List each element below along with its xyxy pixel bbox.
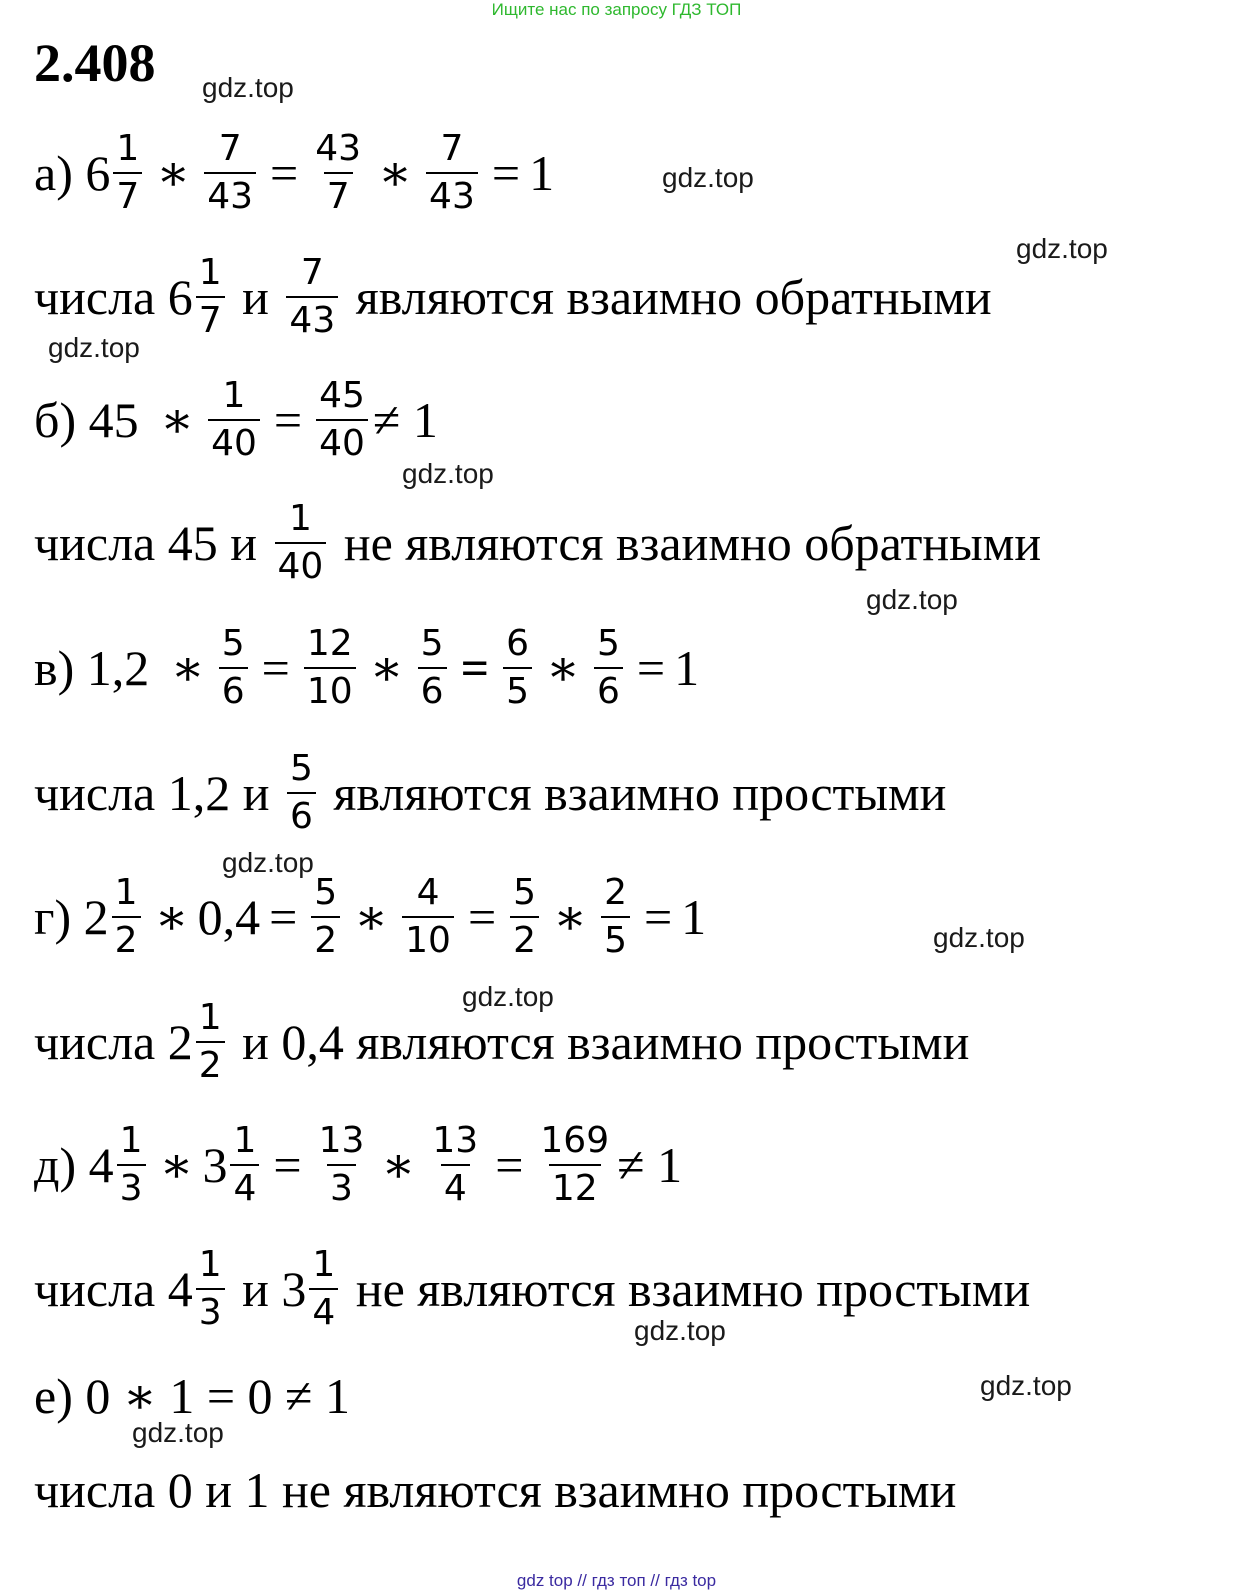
fraction: $\frac{5}{6}$ — [418, 624, 447, 713]
multiply-sign: ∗ — [545, 640, 580, 696]
mixed-number: 2 $\frac{1}{2}$ — [168, 998, 230, 1087]
mixed-number: 4 $\frac{1}{3}$ — [89, 1121, 151, 1210]
multiply-sign: ∗ — [170, 640, 205, 696]
equals-sign: = — [467, 889, 497, 945]
multiply-sign: ∗ — [369, 640, 404, 696]
multiply-sign: ∗ — [154, 889, 189, 945]
equation-e: е) 0 ∗ 1 = 0 ≠ 1 — [34, 1368, 350, 1424]
conclusion-g: числа 2 $\frac{1}{2}$ и 0,4 являются взаимно простыми — [34, 996, 970, 1086]
fraction: $\frac{169}{12}$ — [540, 1119, 610, 1209]
watermark: gdz.top — [980, 1370, 1072, 1401]
fraction: $\frac{7}{43}$ — [204, 129, 256, 218]
watermark: gdz.top — [222, 847, 314, 878]
item-label: а) — [34, 145, 86, 201]
equals-sign: = — [460, 640, 490, 696]
equation-b: б) 45 ∗ $\frac{1}{40}$ = $\frac{45}{40}$ ≠ 1 — [34, 374, 438, 464]
mixed-number: 4 $\frac{1}{3}$ — [168, 1245, 230, 1334]
equals-sign: = — [273, 1137, 302, 1193]
fraction: $\frac{1}{40}$ — [275, 499, 327, 588]
fraction: $\frac{4}{10}$ — [402, 873, 454, 962]
watermark: gdz.top — [1016, 233, 1108, 264]
fraction: $\frac{1}{2}$ — [196, 998, 225, 1087]
fraction: $\frac{1}{40}$ — [208, 376, 260, 465]
multiply-sign: ∗ — [156, 145, 191, 201]
equation-a — [34, 113, 554, 233]
multiply-sign: ∗ — [160, 392, 195, 448]
fraction: $\frac{1}{4}$ — [309, 1245, 338, 1334]
multiply-sign: ∗ — [354, 889, 389, 945]
watermark: gdz.top — [933, 922, 1025, 953]
equals-sign: = — [491, 145, 521, 201]
equation-g: г) 2 $\frac{1}{2}$ ∗ 0,4 = $\frac{5}{2}$ ∗ $\frac{4}{10}$ = $\frac{5}{2}$ ∗ $\frac{2}{5}$ = 1 — [34, 871, 707, 961]
fraction: $\frac{13}{3}$ — [318, 1119, 365, 1209]
mixed-number: 6 $\frac{1}{7}$ — [85, 129, 147, 218]
watermark: gdz.top — [866, 584, 958, 615]
fraction: $\frac{7}{43}$ — [426, 129, 478, 218]
fraction: $\frac{13}{4}$ — [432, 1119, 479, 1209]
equals-sign: = — [269, 889, 298, 945]
equals-sign: = — [273, 392, 303, 448]
equals-sign: = — [270, 145, 299, 201]
equals-sign: = — [643, 889, 673, 945]
multiply-sign: ∗ — [381, 1137, 416, 1193]
fraction: $\frac{1}{7}$ — [113, 129, 142, 218]
watermark: gdz.top — [132, 1417, 224, 1448]
fraction: $\frac{1}{3}$ — [117, 1121, 146, 1210]
equation-d: д) 4 $\frac{1}{3}$ ∗ 3 $\frac{1}{4}$ = $\frac{13}{3}$ ∗ $\frac{13}{4}$ = $\frac{169}{12}$ ≠ 1 — [34, 1119, 683, 1209]
watermark: gdz.top — [402, 458, 494, 489]
conclusion-v: числа 1,2 и $\frac{5}{6}$ являются взаимно простыми — [34, 747, 947, 837]
fraction: $\frac{12}{10}$ — [304, 624, 356, 713]
fraction: $\frac{5}{2}$ — [510, 873, 539, 962]
fraction: $\frac{45}{40}$ — [316, 376, 368, 465]
equation-v: в) 1,2 ∗ $\frac{5}{6}$ = $\frac{12}{10}$ ∗ $\frac{5}{6}$ = $\frac{6}{5}$ ∗ $\frac{5}{6}$ = 1 — [34, 622, 700, 712]
watermark: gdz.top — [634, 1315, 726, 1346]
watermark: gdz.top — [462, 981, 554, 1012]
mixed-number: 6 $\frac{1}{7}$ — [168, 253, 230, 342]
watermark: gdz.top — [662, 162, 754, 193]
conclusion-b: числа 45 и $\frac{1}{40}$ не являются взаимно обратными — [34, 497, 1042, 587]
result: 1 — [529, 145, 555, 201]
conclusion-e: числа 0 и 1 не являются взаимно простыми — [34, 1462, 957, 1518]
fraction: $\frac{5}{2}$ — [311, 873, 340, 962]
equals-sign: = — [261, 640, 290, 696]
fraction: $\frac{43}{7}$ — [315, 127, 362, 217]
equals-sign: = — [636, 640, 666, 696]
conclusion-a: числа 6 $\frac{1}{7}$ и $\frac{7}{43}$ являются взаимно обратными — [34, 251, 992, 341]
problem-number: 2.408 — [34, 33, 156, 93]
footer-links[interactable]: gdz top // гдз топ // гдз top — [516, 1571, 717, 1590]
fraction: $\frac{5}{6}$ — [287, 749, 316, 838]
fraction: $\frac{1}{4}$ — [230, 1121, 259, 1210]
conclusion-d: числа 4 $\frac{1}{3}$ и 3 $\frac{1}{4}$ не являются взаимно простыми — [34, 1243, 1031, 1333]
fraction: $\frac{6}{5}$ — [503, 624, 532, 713]
multiply-sign: ∗ — [553, 889, 588, 945]
mixed-number: 3 $\frac{1}{4}$ — [202, 1121, 264, 1210]
equals-sign: = — [495, 1137, 524, 1193]
fraction: $\frac{7}{43}$ — [286, 253, 338, 342]
multiply-sign: ∗ — [378, 145, 413, 201]
multiply-sign: ∗ — [159, 1137, 194, 1193]
watermark: gdz.top — [202, 72, 294, 103]
fraction: $\frac{1}{7}$ — [196, 253, 225, 342]
mixed-number: 3 $\frac{1}{4}$ — [281, 1245, 343, 1334]
fraction: $\frac{5}{6}$ — [219, 624, 248, 713]
watermark: gdz.top — [48, 332, 140, 363]
fraction: $\frac{2}{5}$ — [601, 873, 630, 962]
fraction: $\frac{1}{2}$ — [112, 873, 141, 962]
fraction: $\frac{1}{3}$ — [196, 1245, 225, 1334]
top-banner[interactable]: Ищите нас по запросу ГДЗ ТОП — [491, 0, 742, 19]
fraction: $\frac{5}{6}$ — [594, 624, 623, 713]
mixed-number: 2 $\frac{1}{2}$ — [84, 873, 146, 962]
